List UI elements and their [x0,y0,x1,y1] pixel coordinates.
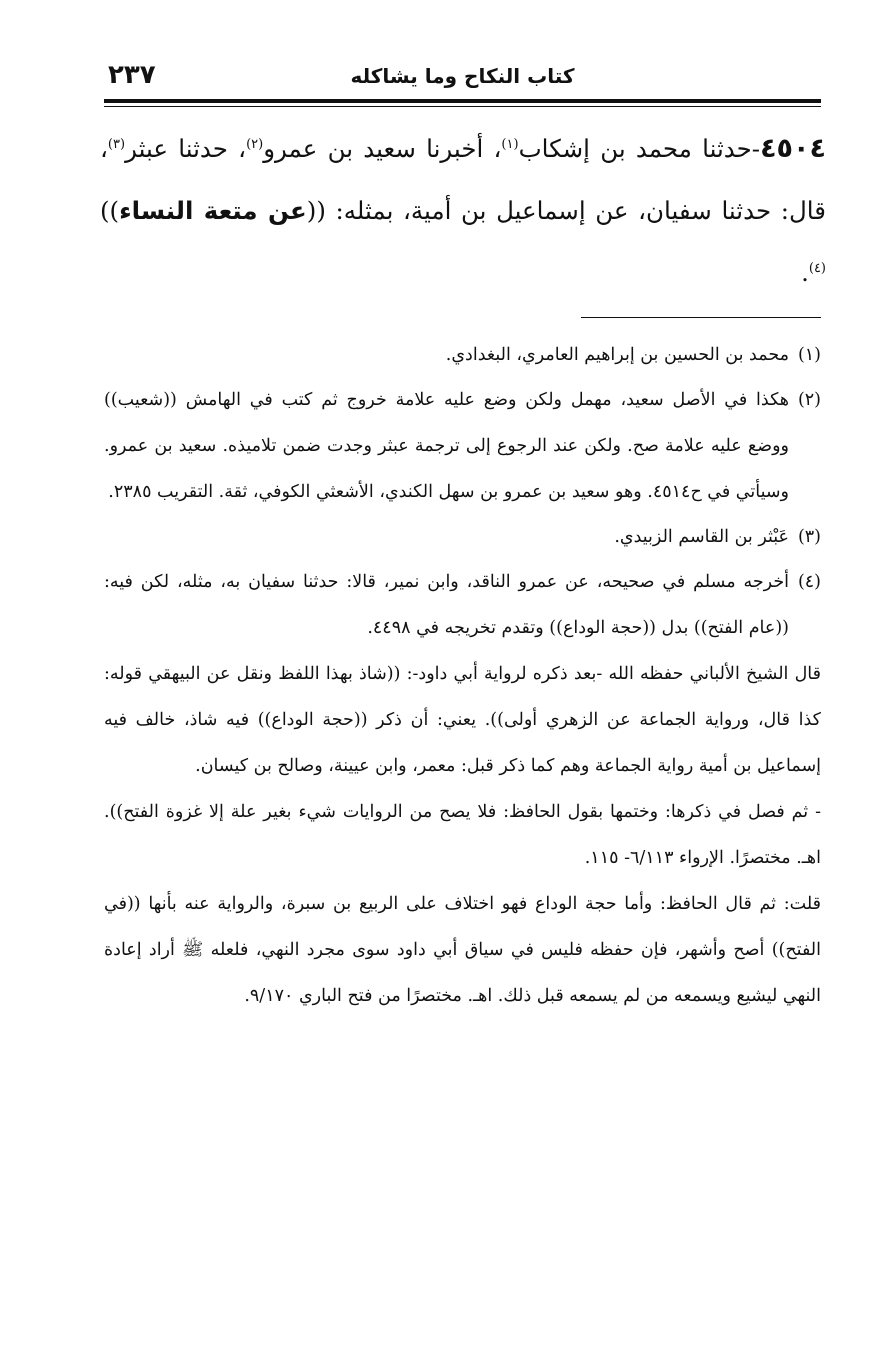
footnote-text: محمد بن الحسين بن إبراهيم العامري، البغدادي. [445,345,789,365]
footnote-text: هكذا في الأصل سعيد، مهمل ولكن وضع عليه علامة خروج ثم كتب في الهامش ((شعيب)) ووضع عليه علامة صح. ولكن عند الرجوع إلى ترجمة عبثر وجدت ضمن تلاميذه. سعيد بن عمرو. وسيأتي في ح٤٥١٤. وهو سعيد بن عمرو بن سهل الكندي، الأشعثي الكوفي، ثقة. التقريب ٢٣٨٥. [104,390,789,502]
footnote-marker: (٢) [797,390,821,410]
footnote-1 [104,333,821,377]
footnote-separator [581,317,821,318]
footnote-marker: (٣) [797,527,821,547]
hadith-text [100,118,826,304]
commentary-paragraph-3: قلت: ثم قال الحافظ: وأما حجة الوداع فهو اختلاف على الربيع بن سبرة، والرواية عنه بأنها ((في الفتح)) أصح وأشهر، فإن حفظه فليس في سياق أبي داود سوى مجرد النهي، فلعله ﷺ أراد إعادة النهي ليشيع ويسمعه من لم يسمعه قبل ذلك. اهـ. مختصرًا من فتح الباري ٩/١٧٠. [104,894,821,1006]
hadith-part-3: ، حدثنا عبثر [125,134,247,163]
hadith-part-5: )) [100,196,120,225]
hadith-part-6: . [801,258,809,287]
footnote-ref-1: (١) [501,136,519,152]
footnote-ref-4: (٤) [808,260,826,276]
footnote-marker: (١) [797,345,821,365]
footnote-text: أخرجه مسلم في صحيحه، عن عمرو الناقد، وابن نمير، قالا: حدثنا سفيان به، مثله، لكن فيه: ((عام الفتح)) بدل ((حجة الوداع)) وتقدم تخريجه في ٤٤٩٨. [104,572,789,638]
running-title: كتاب النكاح وما يشاكله [350,64,575,88]
footnote-ref-2: (٢) [246,136,264,152]
footnote-3 [104,515,821,559]
page-number: ٢٣٧ [108,60,156,90]
page-header [104,58,821,94]
commentary-paragraph-2: - ثم فصل في ذكرها: وختمها بقول الحافظ: فلا يصح من الروايات شيء بغير علة إلا غزوة الفتح)). اهـ. مختصرًا. الإرواء ٦/١١٣- ١١٥. [104,802,821,868]
footnote-text: عَبْثر بن القاسم الزبيدي. [614,527,789,547]
footnote-marker: (٤) [797,572,821,592]
hadith-bold-text: عن متعة النساء [119,196,307,225]
footnote-2 [104,377,821,515]
hadith-part-4: ، قال: حدثنا سفيان، عن إسماعيل بن أمية، بمثله: (( [100,134,826,225]
footnote-4 [104,559,821,651]
header-rule-thick [104,99,821,103]
footnote-ref-3: (٣) [107,136,126,152]
header-rule-thin [104,106,821,107]
footnotes [104,333,821,1019]
commentary-paragraph-1: قال الشيخ الألباني حفظه الله -بعد ذكره لرواية أبي داود-: ((شاذ بهذا اللفظ ونقل عن البيهقي قوله: كذا قال، ورواية الجماعة عن الزهري أولى)). يعني: أن ذكر ((حجة الوداع)) فيه شاذ، خالف فيه إسماعيل بن أمية رواية الجماعة وهم كما ذكر قبل: معمر، وابن عيينة، وصالح بن كيسان. [104,664,821,776]
hadith-part-1: -حدثنا محمد بن إشكاب [518,134,761,163]
hadith-number: ٤٥٠٤ [760,133,826,164]
hadith-part-2: ، أخبرنا سعيد بن عمرو [263,134,502,163]
